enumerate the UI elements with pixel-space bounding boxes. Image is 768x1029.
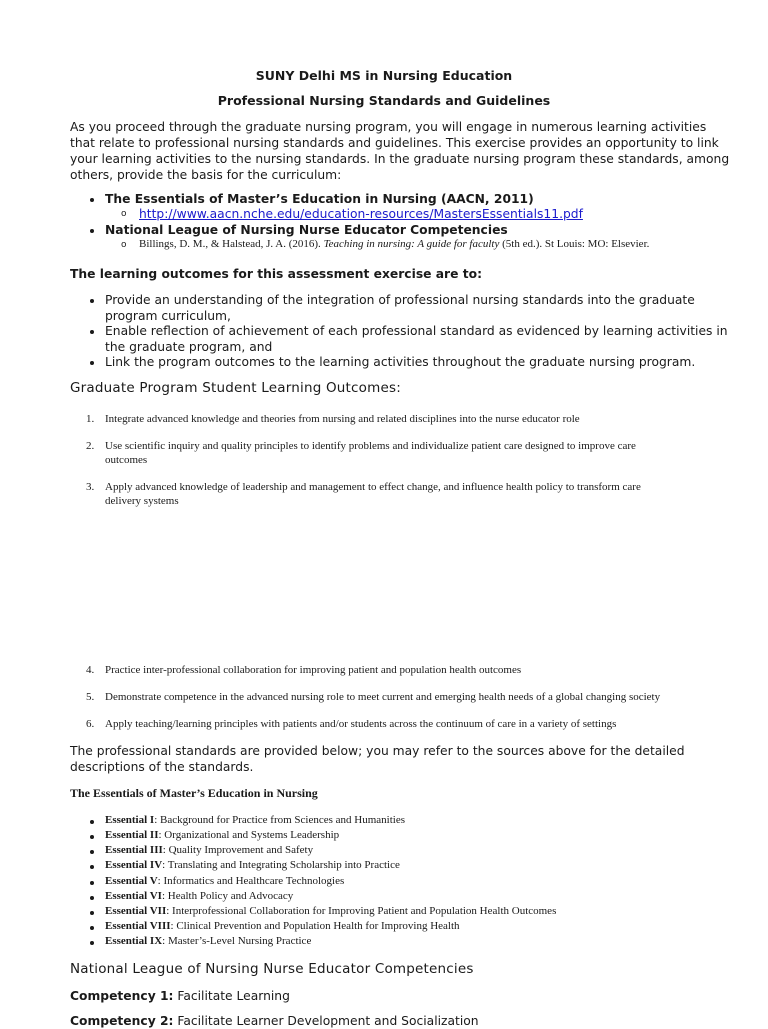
slo-number: 3. <box>86 481 95 493</box>
slo-text: outcomes <box>105 454 148 466</box>
essential-item: Essential VII: Interprofessional Collaboration for Improving Patient and Population Health Outcomes <box>105 905 557 917</box>
intro-line: your learning activities to the nursing standards. In the graduate nursing program these standards, among <box>70 152 730 166</box>
outcome-line: Link the program outcomes to the learning activities throughout the graduate nursing program. <box>105 355 696 369</box>
circle-bullet-icon: o <box>121 209 127 219</box>
essentials-heading: The Essentials of Master’s Education in Nursing <box>70 786 318 800</box>
billings-reference: Billings, D. M., & Halstead, J. A. (2016). Teaching in nursing: A guide for faculty (5th ed.). St Louis: MO: Elsevier. <box>139 238 650 250</box>
essential-item: Essential VI: Health Policy and Advocacy <box>105 890 294 902</box>
intro-line: others, provide the basis for the curriculum: <box>70 168 342 182</box>
document-subtitle: Professional Nursing Standards and Guidelines <box>217 93 551 108</box>
bullet-icon <box>90 330 94 334</box>
bullet-icon <box>90 850 94 854</box>
standards-note-line: descriptions of the standards. <box>70 760 254 774</box>
bullet-icon <box>90 198 94 202</box>
slo-number: 1. <box>86 413 95 425</box>
bullet-icon <box>90 881 94 885</box>
slo-text: Use scientific inquiry and quality principles to identify problems and individualize patient care designed to improve care <box>105 440 636 452</box>
slo-text: Demonstrate competence in the advanced nursing role to meet current and emerging health needs of a global changing society <box>105 691 661 703</box>
competency-item: Competency 1: Facilitate Learning <box>70 989 290 1003</box>
outcome-line: Provide an understanding of the integration of professional nursing standards into the graduate <box>105 293 695 307</box>
slo-text: Integrate advanced knowledge and theories from nursing and related disciplines into the nurse educator role <box>105 413 580 425</box>
source-item-nln: National League of Nursing Nurse Educator Competencies <box>105 223 508 237</box>
intro-line: As you proceed through the graduate nursing program, you will engage in numerous learning activities <box>70 120 707 134</box>
bullet-icon <box>90 299 94 303</box>
outcome-line: Enable reflection of achievement of each professional standard as evidenced by learning activities in <box>105 324 728 338</box>
slo-number: 6. <box>86 718 95 730</box>
slo-text: Apply advanced knowledge of leadership and management to effect change, and influence health policy to transform care <box>105 481 641 493</box>
intro-line: that relate to professional nursing standards and guidelines. This exercise provides an opportunity to link <box>70 136 719 150</box>
source-item-essentials: The Essentials of Master’s Education in Nursing (AACN, 2011) <box>105 192 534 206</box>
essential-item: Essential IV: Translating and Integrating Scholarship into Practice <box>105 859 400 871</box>
slo-number: 4. <box>86 664 95 676</box>
standards-note-line: The professional standards are provided below; you may refer to the sources above for the detailed <box>70 744 685 758</box>
slo-number: 2. <box>86 440 95 452</box>
slo-number: 5. <box>86 691 95 703</box>
essential-item: Essential IX: Master’s-Level Nursing Practice <box>105 935 312 947</box>
slo-text: delivery systems <box>105 495 179 507</box>
essential-item: Essential III: Quality Improvement and Safety <box>105 844 314 856</box>
bullet-icon <box>90 926 94 930</box>
bullet-icon <box>90 896 94 900</box>
nln-heading: National League of Nursing Nurse Educator Competencies <box>70 961 474 977</box>
bullet-icon <box>90 865 94 869</box>
outcome-line: the graduate program, and <box>105 340 273 354</box>
circle-bullet-icon: o <box>121 240 127 250</box>
bullet-icon <box>90 361 94 365</box>
essential-item: Essential VIII: Clinical Prevention and Population Health for Improving Health <box>105 920 460 932</box>
document-title: SUNY Delhi MS in Nursing Education <box>255 68 513 83</box>
bullet-icon <box>90 820 94 824</box>
essentials-link[interactable]: http://www.aacn.nche.edu/education-resources/MastersEssentials11.pdf <box>139 207 583 221</box>
competency-item: Competency 2: Facilitate Learner Development and Socialization <box>70 1014 479 1028</box>
essential-item: Essential I: Background for Practice from Sciences and Humanities <box>105 814 406 826</box>
slo-text: Apply teaching/learning principles with patients and/or students across the continuum of care in a variety of settings <box>105 718 617 730</box>
bullet-icon <box>90 941 94 945</box>
slo-heading: Graduate Program Student Learning Outcomes: <box>70 380 401 396</box>
bullet-icon <box>90 835 94 839</box>
bullet-icon <box>90 911 94 915</box>
essential-item: Essential II: Organizational and Systems Leadership <box>105 829 340 841</box>
bullet-icon <box>90 229 94 233</box>
outcome-line: program curriculum, <box>105 309 231 323</box>
outcomes-heading: The learning outcomes for this assessment exercise are to: <box>70 267 482 281</box>
slo-text: Practice inter-professional collaboration for improving patient and population health outcomes <box>105 664 522 676</box>
essential-item: Essential V: Informatics and Healthcare Technologies <box>105 875 345 887</box>
